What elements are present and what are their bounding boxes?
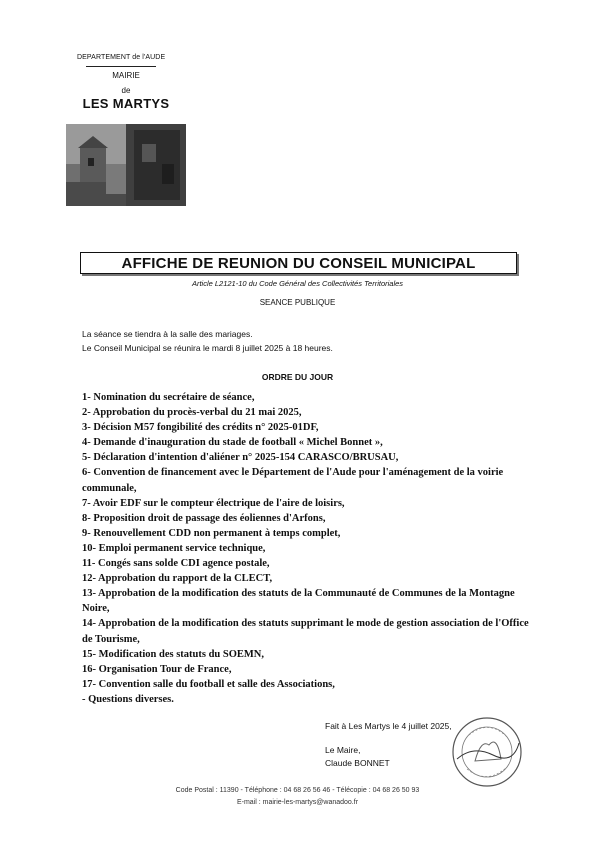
signature-block (325, 744, 390, 770)
agenda-item: 15- Modification des statuts du SOEMN, (82, 648, 265, 660)
seance-type: SEANCE PUBLIQUE (259, 298, 336, 307)
meeting-location: La séance se tiendra à la salle des mariages. (82, 329, 253, 339)
agenda-item: 7- Avoir EDF sur le compteur électrique de l'aire de loisirs, (82, 497, 345, 509)
agenda-item: 8- Proposition droit de passage des éoliennes d'Arfons, (82, 512, 326, 524)
meeting-title: AFFICHE DE REUNION DU CONSEIL MUNICIPAL (121, 254, 476, 272)
footer-email: E-mail : mairie-les-martys@wanadoo.fr (236, 799, 359, 806)
department-label: DEPARTEMENT de l'AUDE (77, 54, 166, 61)
agenda-item: 11- Congés sans solde CDI agence postale, (82, 558, 270, 570)
mayor-role: Le Maire, (325, 745, 361, 755)
meeting-intro (82, 327, 333, 355)
town-name: LES MARTYS (82, 96, 170, 111)
agenda-item: 6- Convention de financement avec le Département de l'Aude pour l'aménagement de la voirie communale, (82, 467, 504, 494)
agenda-item: 9- Renouvellement CDD non permanent à temps complet, (82, 527, 341, 539)
agenda-item: 14- Approbation de la modification des statuts supprimant le mode de gestion association de l'Office de Tourisme, (82, 618, 529, 645)
village-photo (66, 124, 186, 206)
agenda-list (82, 390, 534, 707)
agenda-item: 4- Demande d'inauguration du stade de football « Michel Bonnet », (82, 437, 383, 449)
legal-article: Article L2121-10 du Code Général des Collectivités Territoriales (191, 279, 404, 288)
footer-contact: Code Postal : 11390 - Téléphone : 04 68 26 56 46 - Télécopie : 04 68 26 50 93 (175, 787, 420, 794)
agenda-item: 16- Organisation Tour de France, (82, 663, 232, 675)
agenda-item: 10- Emploi permanent service technique, (82, 542, 266, 554)
header-divider (86, 66, 156, 67)
agenda-item: 1- Nomination du secrétaire de séance, (82, 392, 255, 403)
agenda-title: ORDRE DU JOUR (261, 372, 334, 382)
official-seal (449, 715, 525, 789)
mairie-de-label: de (121, 86, 131, 95)
agenda-item: 3- Décision M57 fongibilité des crédits n° 2025-01DF, (82, 422, 319, 434)
meeting-title-box (80, 252, 517, 274)
agenda-item: - Questions diverses. (82, 693, 174, 705)
agenda-item: 17- Convention salle du football et salle des Associations, (82, 678, 335, 690)
agenda-item: 13- Approbation de la modification des statuts de la Communauté de Communes de la Montagne Noire, (82, 588, 515, 615)
meeting-date: Le Conseil Municipal se réunira le mardi 8 juillet 2025 à 18 heures. (82, 343, 333, 353)
agenda-item: 12- Approbation du rapport de la CLECT, (82, 573, 273, 585)
agenda-item: 2- Approbation du procès-verbal du 21 mai 2025, (82, 407, 302, 419)
signature-date: Fait à Les Martys le 4 juillet 2025, (325, 721, 452, 731)
agenda-item: 5- Déclaration d'intention d'aliéner n° 2025-154 CARASCO/BRUSAU, (82, 452, 399, 464)
mairie-label: MAIRIE (112, 71, 140, 80)
mayor-name: Claude BONNET (325, 758, 390, 768)
